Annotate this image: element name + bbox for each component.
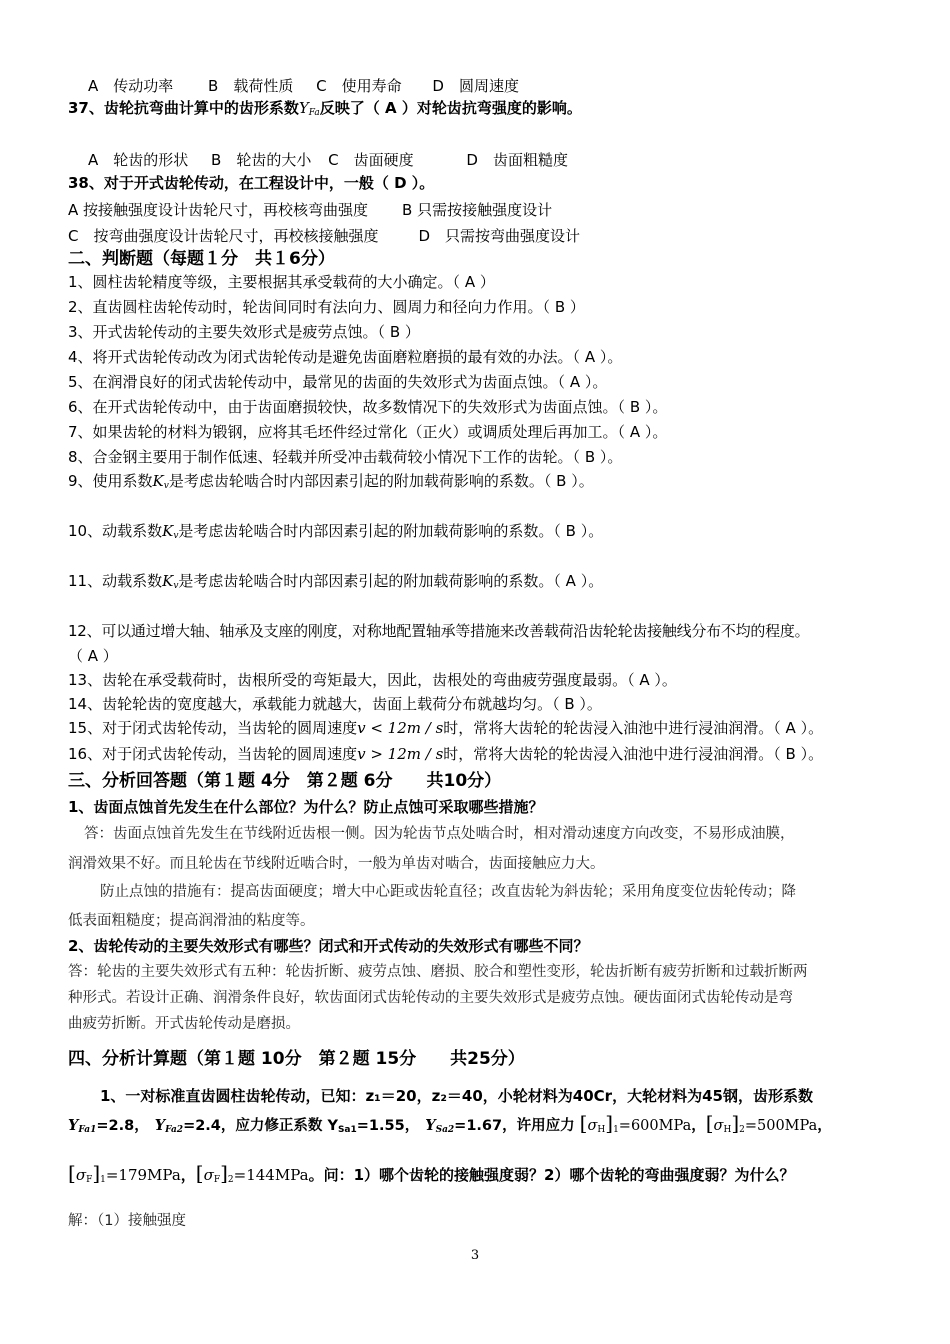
judge-2: 2、直齿圆柱齿轮传动时，轮齿间同时有法向力、圆周力和径向力作用。（ B ） [68,298,585,316]
q36-option-a: A 传动功率 [88,77,174,95]
question-38: 38、对于开式齿轮传动，在工程设计中，一般（ D ）。 [68,174,435,192]
judge-16: 16、对于闭式齿轮传动，当齿轮的圆周速度v > 12m / s时，常将大齿轮的轮齿浸入油池中进行浸油润滑。（ B ）。 [68,745,824,763]
yfa-symbol: $Y_{Fa}$ [298,99,320,118]
judge-13: 13、齿轮在承受载荷时，齿根所受的弯矩最大，因此，齿根处的弯曲疲劳强度最弱。（ A ）。 [68,671,677,689]
allowable-stress-h2: $[\sigma_H]_2=500MPa$ [705,1111,818,1135]
analysis-answer-1-line2: 润滑效果不好。而且轮齿在节线附近啮合时，一般为单齿对啮合，齿面接触应力大。 [68,856,605,872]
judge-15: 15、对于闭式齿轮传动，当齿轮的圆周速度v < 12m / s时，常将大齿轮的轮齿浸入油池中进行浸油润滑。（ A ）。 [68,719,824,737]
section-3-title: 三、分析回答题（第１题 4分 第２题 6分 共10分） [68,771,502,791]
calc-problem-1-line2: $Y_{Fa1}=2.8$， $Y_{Fa2}=2.4$，应力修正系数 $Y_{Sa1}=1.55$， $Y_{Sa2}=1.67$，许用应力 $[\sigma_H]_1=600MPa$，$[\sigma_H]_2=500MPa$， [68,1111,832,1135]
analysis-answer-2-line2: 种形式。若设计正确、润滑条件良好，软齿面闭式齿轮传动的主要失效形式是疲劳点蚀。硬齿面闭式齿轮传动是弯 [68,990,793,1006]
judge-12: 12、可以通过增大轴、轴承及支座的刚度，对称地配置轴承等措施来改善载荷沿齿轮轮齿接触线分布不均的程度。 [68,622,810,640]
velocity-condition: v > 12m / s [357,745,444,763]
section-2-title: 二、判断题（每题１分 共１6分） [68,249,335,269]
judge-9: 9、使用系数$K_v$是考虑齿轮啮合时内部因素引起的附加载荷影响的系数。（ B ）。 [68,472,594,491]
judge-11: 11、动载系数$K_v$是考虑齿轮啮合时内部因素引起的附加载荷影响的系数。（ A ）。 [68,572,604,591]
q36-option-c: C 使用寿命 [316,77,402,95]
allowable-stress-h1: $[\sigma_H]_1=600MPa$ [579,1111,692,1135]
calc-problem-1-line1: 1、一对标准直齿圆柱齿轮传动，已知：z₁＝20，z₂＝40，小轮材料为40Cr，大轮材料为45钢，齿形系数 [100,1087,813,1105]
page-number: 3 [470,1248,480,1263]
q36-option-d: D 圆周速度 [432,77,519,95]
analysis-answer-2-line3: 曲疲劳折断。开式齿轮传动是磨损。 [68,1016,300,1032]
analysis-answer-1-line3: 防止点蚀的措施有：提高齿面硬度；增大中心距或齿轮直径；改直齿轮为斜齿轮；采用角度变位齿轮传动；降 [100,884,796,900]
judge-6: 6、在开式齿轮传动中，由于齿面磨损较快，故多数情况下的失效形式为齿面点蚀。（ B ）。 [68,398,668,416]
q37-options: A 轮齿的形状 B 轮齿的大小 C 齿面硬度 D 齿面粗糙度 [88,151,568,169]
q36-option-b: B 载荷性质 [208,77,294,95]
allowable-stress-f1: $[\sigma_F]_1=179MPa$ [68,1161,181,1185]
q38-options-row1: A 按接触强度设计齿轮尺寸，再校核弯曲强度 B 只需按接触强度设计 [68,201,553,219]
judge-7: 7、如果齿轮的材料为锻钢，应将其毛坯件经过常化（正火）或调质处理后再加工。（ A ）。 [68,423,668,441]
analysis-question-2: 2、齿轮传动的主要失效形式有哪些？闭式和开式传动的失效形式有哪些不同？ [68,937,589,955]
allowable-stress-f2: $[\sigma_F]_2=144MPa$ [195,1161,309,1185]
analysis-answer-1-line4: 低表面粗糙度；提高润滑油的粘度等。 [68,913,315,929]
judge-3: 3、开式齿轮传动的主要失效形式是疲劳点蚀。（ B ） [68,323,420,341]
judge-8: 8、合金钢主要用于制作低速、轻载并所受冲击载荷较小情况下工作的齿轮。（ B ）。 [68,448,623,466]
calc-problem-1-line3: $[\sigma_F]_1=179MPa$，$[\sigma_F]_2=144MPa$。问：1）哪个齿轮的接触强度弱？2）哪个齿轮的弯曲强度弱？为什么？ [68,1161,795,1185]
judge-4: 4、将开式齿轮传动改为闭式齿轮传动是避免齿面磨粒磨损的最有效的办法。（ A ）。 [68,348,623,366]
judge-10: 10、动载系数$K_v$是考虑齿轮啮合时内部因素引起的附加载荷影响的系数。（ B ）。 [68,522,604,541]
judge-5: 5、在润滑良好的闭式齿轮传动中，最常见的齿面的失效形式为齿面点蚀。（ A ）。 [68,373,608,391]
kv-symbol: $K_v$ [152,472,169,491]
question-37: 37、齿轮抗弯曲计算中的齿形系数$Y_{Fa}$反映了（ A ）对轮齿抗弯强度的影响。 [68,99,582,118]
judge-1: 1、圆柱齿轮精度等级，主要根据其承受载荷的大小确定。（ A ） [68,273,495,291]
analysis-question-1: 1、齿面点蚀首先发生在什么部位？为什么？防止点蚀可采取哪些措施？ [68,798,544,816]
analysis-answer-1-line1: 答：齿面点蚀首先发生在节线附近齿根一侧。因为轮齿节点处啮合时，相对滑动速度方向改变，不易形成油膜， [84,826,795,842]
kv-symbol: $K_v$ [162,522,179,541]
calc-solution-start: 解：（1）接触强度 [68,1213,186,1229]
section-4-title: 四、分析计算题（第１题 10分 第２题 15分 共25分） [68,1049,525,1069]
velocity-condition: v < 12m / s [357,719,444,737]
q36-options [88,76,519,96]
analysis-answer-2-line1: 答：轮齿的主要失效形式有五种：轮齿折断、疲劳点蚀、磨损、胶合和塑性变形，轮齿折断有疲劳折断和过载折断两 [68,964,808,980]
judge-14: 14、齿轮轮齿的宽度越大，承载能力就越大，齿面上载荷分布就越均匀。（ B ）。 [68,695,602,713]
q38-options-row2: C 按弯曲强度设计齿轮尺寸，再校核接触强度 D 只需按弯曲强度设计 [68,227,581,245]
judge-12-answer: （ A ） [68,647,118,665]
kv-symbol: $K_v$ [162,572,179,591]
